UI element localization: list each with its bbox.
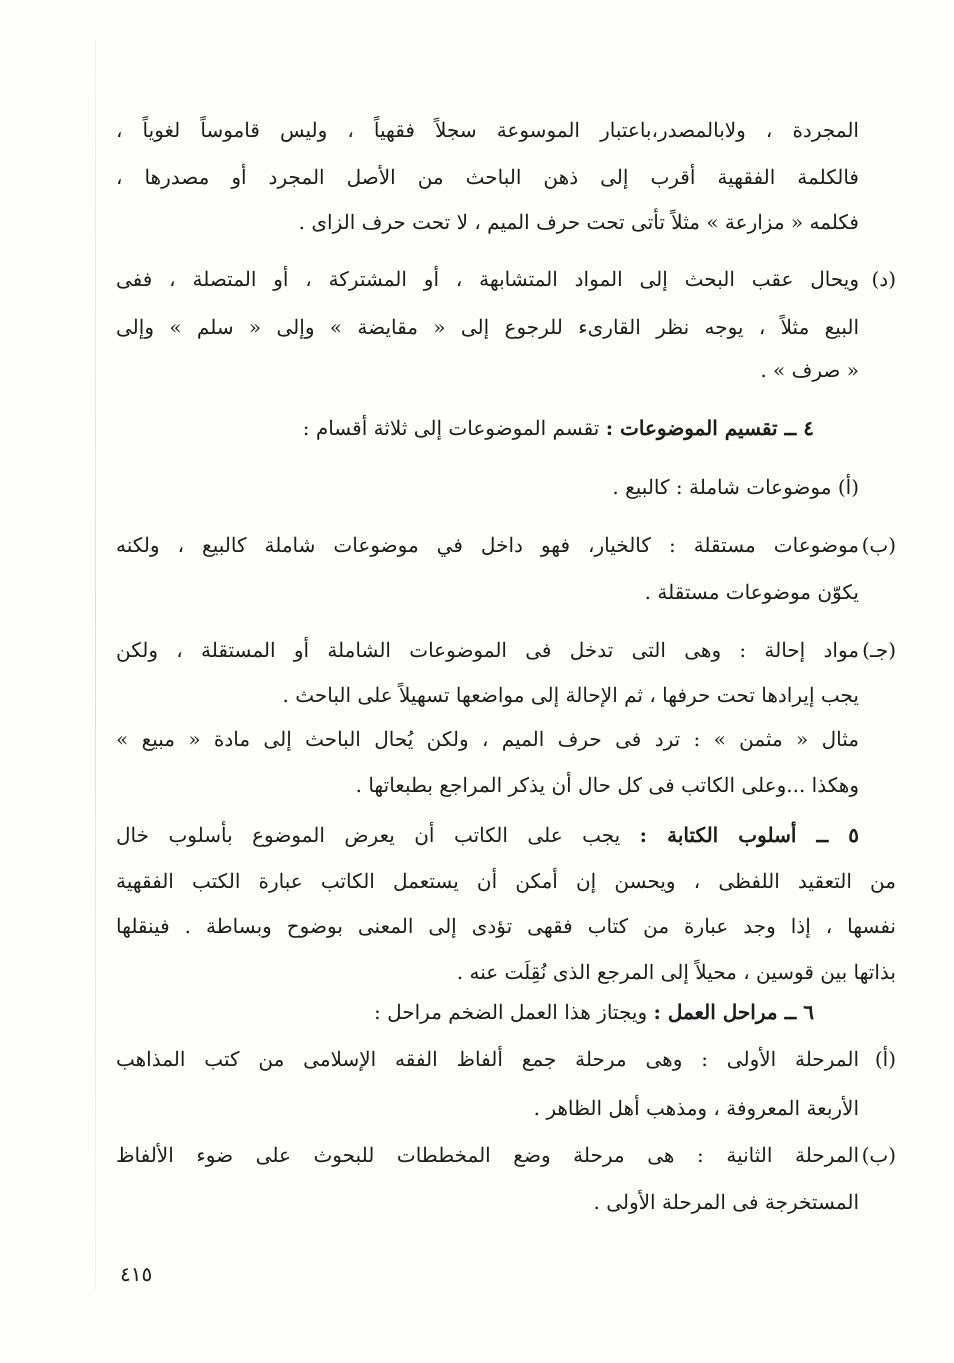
item-label: (ب) <box>861 533 896 557</box>
paragraph-line: وهكذا ...وعلى الكاتب فى كل حال أن يذكر المراجع بطبعاتها . <box>355 773 859 797</box>
paragraph-line: فكلمه « مزارعة » مثلاً تأتى تحت حرف الميم ، لا تحت حرف الزاى . <box>298 210 859 234</box>
paragraph-line: المجردة ، ولابالمصدر،باعتبار الموسوعة سجلاً فقهياً ، وليس قاموساً لغوياً ، <box>116 118 859 142</box>
paragraph-line: من التعقيد اللفظى ، ويحسن إن أمكن أن يستعمل الكاتب عبارة الكتب الفقهية <box>116 869 896 893</box>
paragraph-line: مواد إحالة : وهى التى تدخل فى الموضوعات الشاملة أو المستقلة ، ولكن <box>116 638 859 662</box>
item-label: (جـ) <box>862 638 896 662</box>
section-heading-line <box>374 997 814 1027</box>
paragraph-line: ويحال عقب البحث إلى المواد المتشابهة ، أو المشتركة ، أو المتصلة ، ففى <box>116 267 860 291</box>
scan-fold-line <box>95 40 96 1290</box>
section-text: ويجتاز هذا العمل الضخم مراحل : <box>374 1000 648 1024</box>
item-label: (د) <box>871 267 896 291</box>
list-item <box>612 472 859 502</box>
section-heading: ٦ ــ مراحل العمل : <box>653 1000 814 1024</box>
paragraph-line: موضوعات مستقلة : كالخيار، فهو داخل في موضوعات شاملة كالبيع ، ولكنه <box>116 533 859 557</box>
section-heading: ٤ ــ تقسيم الموضوعات : <box>605 416 814 440</box>
paragraph-line: المرحلة الثانية : هى مرحلة وضع المخططات للبحوث على ضوء الألفاظ <box>116 1143 859 1167</box>
paragraph-line: فالكلمة الفقهية أقرب إلى ذهن الباحث من الأصل المجرد أو مصدرها ، <box>116 165 859 189</box>
paragraph-line: يكوّن موضوعات مستقلة . <box>644 580 859 604</box>
section-text: يجب على الكاتب أن يعرض الموضوع بأسلوب خال <box>116 823 621 847</box>
item-label: (أ) <box>837 475 859 499</box>
item-label: (أ) <box>874 1047 896 1071</box>
paragraph-line: المرحلة الأولى : وهى مرحلة جمع ألفاظ الفقه الإسلامى من كتب المذاهب <box>116 1047 859 1071</box>
section-heading-line <box>116 820 859 850</box>
paragraph-line: المستخرجة فى المرحلة الأولى . <box>593 1190 859 1214</box>
paragraph-line: مثال « مثمن » : ترد فى حرف الميم ، ولكن يُحال الباحث إلى مادة « مبيع » <box>116 727 859 751</box>
paragraph-line: « صرف » . <box>760 358 859 382</box>
section-heading-line <box>303 413 814 443</box>
page-number: ٤١٥ <box>120 1262 153 1286</box>
paragraph-line: يجب إيرادها تحت حرفها ، ثم الإحالة إلى مواضعها تسهيلاً على الباحث . <box>282 683 859 707</box>
paragraph-line: الأربعة المعروفة ، ومذهب أهل الظاهر . <box>533 1096 859 1120</box>
item-label: (ب) <box>861 1143 896 1167</box>
paragraph-line: نفسها ، إذا وجد عبارة من كتاب فقهى تؤدى إلى المعنى بوضوح وبساطة . فينقلها <box>116 914 896 938</box>
paragraph-line: البيع مثلاً ، يوجه نظر القارىء للرجوع إلى « مقايضة » وإلى « سلم » وإلى <box>116 315 860 339</box>
section-heading: ٥ ــ أسلوب الكتابة : <box>639 823 859 847</box>
item-text: موضوعات شاملة : كالبيع . <box>612 475 832 499</box>
section-text: تقسم الموضوعات إلى ثلاثة أقسام : <box>302 416 600 440</box>
paragraph-line: بذاتها بين قوسين ، محيلاً إلى المرجع الذى نُقِلَت عنه . <box>456 960 896 984</box>
